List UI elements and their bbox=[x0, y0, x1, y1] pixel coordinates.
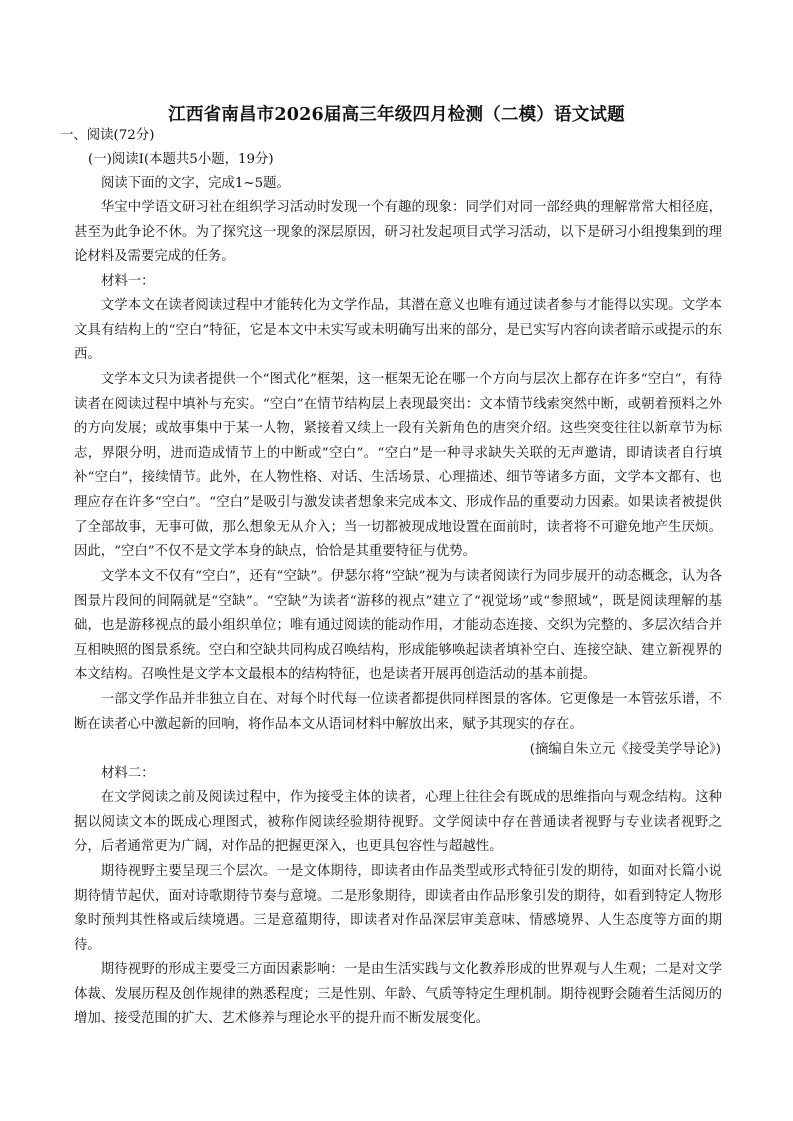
material2-paragraph-3: 期待视野的形成主要受三方面因素影响：一是由生活实践与文化教养形成的世界观与人生观；二是对文学体裁、发展历程及创作规律的熟悉程度；三是性别、年龄、气质等特定生理机制。期待视野会随着生活阅历的增加、接受范围的扩大、艺术修养与理论水平的提升而不断发展变化。 bbox=[74, 962, 722, 1027]
material1-paragraph-3: 文学本文不仅有“空白”，还有“空缺”。伊瑟尔将“空缺”视为与读者阅读行为同步展开的动态概念，认为各图景片段间的间隔就是“空缺”。“空缺”为读者“游移的视点”建立了“视觉场”或“参照域”，既是阅读理解的基础，也是游移视点的最小组织单位；唯有通过阅读的能动作用，才能动态连接、交织为完整的、多层次结合并互相映照的图景系统。空白和空缺共同构成召唤结构，形成能够唤起读者填补空白、连接空缺、建立新视界的本文结构。召唤性是文学本文最根本的结构特征，也是读者开展再创造活动的基本前提。 bbox=[74, 569, 722, 683]
material2-paragraph-2: 期待视野主要呈现三个层次。一是文体期待，即读者由作品类型或形式特征引发的期待，如面对长篇小说期待情节起伏，面对诗歌期待节奏与意境。二是形象期待，即读者由作品形象引发的期待，如看到特定人物形象时预判其性格或后续境遇。三是意蕴期待，即读者对作品深层审美意味、情感境界、人生态度等方面的期待。 bbox=[74, 864, 722, 953]
material1-paragraph-2: 文学本文只为读者提供一个“图式化”框架，这一框架无论在哪一个方向与层次上都存在许多“空白”，有待读者在阅读过程中填补与充实。“空白”在情节结构层上表现最突出：文本情节线索突然中断，或朝着预料之外的方向发展；或故事集中于某一人物，紧接着又续上一段有关新角色的唐突介绍。这些突变往往以新章节为标志，界限分明，进而造成情节上的中断或“空白”。“空白”是一种寻求缺失关联的无声邀请，即请读者自行填补“空白”，接续情节。此外，在人物性格、对话、生活场景、心理描述、细节等诸多方面，文学本文都有、也理应存在许多“空白”。“空白”是吸引与激发读者想象来完成本文、形成作品的重要动力因素。如果读者被提供了全部故事，无事可做，那么想象无从介入；当一切都被现成地设置在面前时，读者将不可避免地产生厌烦。因此，“空白”不仅不是文学本身的缺点，恰恰是其重要特征与优势。 bbox=[74, 372, 722, 560]
intro-paragraph: 华宝中学语文研习社在组织学习活动时发现一个有趣的现象：同学们对同一部经典的理解常常大相径庭，甚至为此争论不休。为了探究这一现象的深层原因，研习社发起项目式学习活动，以下是研习小组搜集到的理论材料及需要完成的任务。 bbox=[74, 200, 722, 265]
subsection-heading: (一)阅读Ⅰ(本题共5小题，19分) bbox=[88, 152, 274, 167]
material2-label: 材料二： bbox=[101, 766, 155, 781]
material2-paragraph-1: 在文学阅读之前及阅读过程中，作为接受主体的读者，心理上往往会有既成的思维指向与观念结构。这种据以阅读文本的既成心理图式，被称作阅读经验期待视野。文学阅读中存在普通读者视野与专业读者视野之分，后者通常更为广阔，对作品的把握更深入，也更具包容性与超越性。 bbox=[74, 790, 722, 855]
instruction: 阅读下面的文字，完成1~5题。 bbox=[101, 176, 290, 191]
material1-source: (摘编自朱立元《接受美学导论》) bbox=[529, 742, 721, 757]
material1-paragraph-4: 一部文学作品并非独立自在、对每个时代每一位读者都提供同样图景的客体。它更像是一本管弦乐谱，不断在读者心中激起新的回响，将作品本文从语词材料中解放出来，赋予其现实的存在。 bbox=[74, 692, 722, 732]
page-title: 江西省南昌市2026届高三年级四月检测（二模）语文试题 bbox=[168, 105, 625, 125]
section-heading: 一、阅读(72分) bbox=[60, 128, 155, 143]
material1-label: 材料一： bbox=[101, 274, 155, 289]
material1-paragraph-1: 文学本文在读者阅读过程中才能转化为文学作品，其潜在意义也唯有通过读者参与才能得以实现。文学本文具有结构上的“空白”特征，它是本文中未实写或未明确写出来的部分，是已实写内容向读者暗示或提示的东西。 bbox=[74, 298, 722, 363]
